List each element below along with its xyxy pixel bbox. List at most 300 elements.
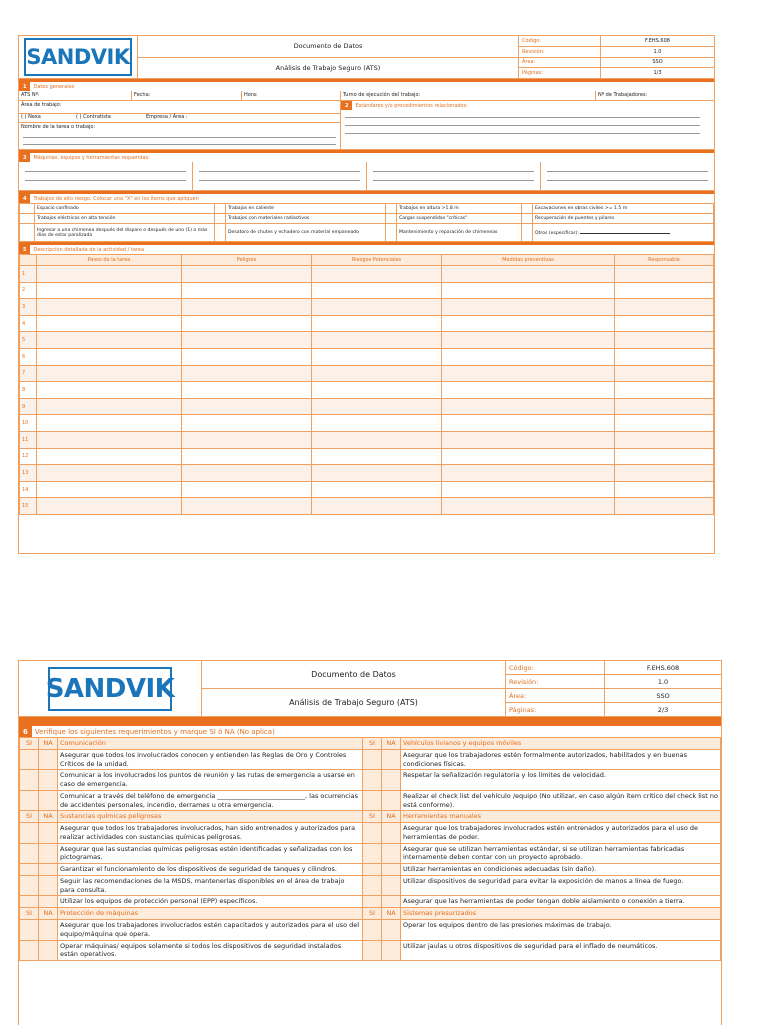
si-checkbox[interactable] [20, 940, 39, 961]
checkbox[interactable] [215, 204, 226, 214]
task-cell[interactable] [442, 398, 615, 415]
na-header: NA [39, 811, 58, 823]
task-cell[interactable] [442, 348, 615, 365]
si-checkbox[interactable] [363, 896, 382, 908]
task-cell[interactable] [182, 299, 312, 316]
task-cell[interactable] [615, 365, 714, 382]
row-number: 9 [20, 398, 37, 415]
requirement-text: Operar los equipos dentro de las presiones máximas de trabajo. [401, 920, 721, 941]
na-checkbox[interactable] [382, 770, 401, 791]
category-row [20, 811, 721, 823]
section-number: 5 [19, 247, 30, 253]
page-header [19, 36, 714, 79]
task-cell[interactable] [442, 365, 615, 382]
task-cell[interactable] [442, 431, 615, 448]
blank-line [23, 137, 336, 138]
section-3-header [19, 153, 714, 162]
task-row [20, 282, 714, 299]
task-cell[interactable] [615, 448, 714, 465]
si-checkbox[interactable] [20, 864, 39, 876]
na-checkbox[interactable] [382, 790, 401, 811]
row-number: 14 [20, 481, 37, 498]
task-row [20, 481, 714, 498]
si-checkbox[interactable] [20, 770, 39, 791]
task-cell[interactable] [182, 498, 312, 515]
task-cell[interactable] [442, 498, 615, 515]
task-cell[interactable] [615, 431, 714, 448]
na-header: NA [382, 908, 401, 920]
risk-item: Cargas suspendidas "críticas" [397, 214, 522, 224]
na-checkbox[interactable] [39, 749, 58, 770]
row-number: 15 [20, 498, 37, 515]
task-row [20, 448, 714, 465]
section-1-left [19, 101, 341, 149]
si-checkbox[interactable] [20, 920, 39, 941]
blank-line[interactable] [345, 117, 700, 118]
checkbox[interactable] [386, 224, 397, 242]
section-title: Descripción detallada de la actividad / tarea [30, 245, 714, 254]
row-number: 4 [20, 315, 37, 332]
checklist-row [20, 896, 721, 908]
task-cell[interactable] [615, 266, 714, 283]
task-row [20, 365, 714, 382]
category-title: Sistemas presurizados [401, 908, 721, 920]
task-cell[interactable] [312, 398, 442, 415]
checklist-row [20, 940, 721, 961]
meta-value: SSO [656, 691, 670, 700]
task-row [20, 266, 714, 283]
column-header: Medidas preventivas [442, 255, 615, 266]
column-header: Riesgos Potenciales [312, 255, 442, 266]
task-cell[interactable] [37, 498, 182, 515]
task-cell[interactable] [442, 448, 615, 465]
task-cell[interactable] [312, 448, 442, 465]
na-checkbox[interactable] [39, 790, 58, 811]
high-risk-row [20, 214, 714, 224]
si-checkbox[interactable] [20, 749, 39, 770]
si-checkbox[interactable] [20, 790, 39, 811]
category-title: Vehículos livianos y equipos móviles [401, 738, 721, 750]
category-title: Herramientas manuales [401, 811, 721, 823]
task-cell[interactable] [182, 398, 312, 415]
na-checkbox[interactable] [39, 823, 58, 844]
high-risk-table [19, 203, 714, 242]
blank-line[interactable] [373, 171, 534, 172]
company-row [19, 114, 340, 123]
category-title: Comunicación [58, 738, 363, 750]
row-number: 8 [20, 382, 37, 399]
meta-label: Área: [519, 58, 601, 68]
si-checkbox[interactable] [363, 823, 382, 844]
meta-label: Área: [506, 689, 605, 702]
row-number: 10 [20, 415, 37, 432]
task-cell[interactable] [182, 266, 312, 283]
equipment-lines [19, 162, 714, 191]
equipment-col [367, 162, 541, 190]
task-cell[interactable] [182, 282, 312, 299]
page-2 [18, 660, 722, 1025]
blank-line[interactable] [25, 171, 186, 172]
meta-label: Código: [506, 661, 605, 674]
equipment-col [19, 162, 193, 190]
task-row [20, 315, 714, 332]
row-number: 13 [20, 465, 37, 482]
na-checkbox[interactable] [382, 875, 401, 896]
column-header: Responsable [615, 255, 714, 266]
requirement-text: Utilizar herramientas en condiciones adecuadas (sin daño). [401, 864, 721, 876]
blank-line[interactable] [547, 171, 708, 172]
title-block [138, 36, 519, 78]
task-row [20, 398, 714, 415]
task-row [20, 332, 714, 349]
other-specify[interactable] [533, 224, 714, 242]
si-header: SI [363, 908, 382, 920]
task-cell[interactable] [615, 415, 714, 432]
requirement-text: Asegurar que los trabajadores involucrados estén capacitados y autorizados para el uso del equipo/máquina que opera. [58, 920, 363, 941]
requirement-text: Asegurar que los trabajadores involucrados estén entrenados y autorizados para el uso de herramientas de poder. [401, 823, 721, 844]
si-checkbox[interactable] [363, 843, 382, 864]
requirement-text: Comunicar a través del teléfono de emergencia ___________________________, las ocurrencias de accidentes personales, incendio, derrames u otra emergencia. [58, 790, 363, 811]
section-title: Trabajos de alto riesgo. Colocar una "X" en los ítems que apliquen [30, 194, 714, 203]
task-cell[interactable] [442, 415, 615, 432]
si-checkbox[interactable] [363, 864, 382, 876]
category-title: Protección de máquinas [58, 908, 363, 920]
workers-count-field[interactable]: Nº de Trabajadores: [598, 92, 648, 98]
task-cell[interactable] [442, 332, 615, 349]
meta-label: Páginas: [519, 68, 601, 78]
section-title: Datos generales [30, 82, 714, 91]
task-cell[interactable] [37, 282, 182, 299]
nexa-checkbox[interactable]: ( ) Nexa [21, 114, 41, 120]
section-title: Estándares y/o procedimientos relacionados: [352, 101, 714, 110]
blank-line[interactable] [199, 180, 360, 181]
risk-item: Trabajos en caliente [226, 204, 386, 214]
page-header [19, 661, 721, 717]
requirement-text: Seguir las recomendaciones de la MSDS, mantenerlas disponibles en el área de trabajo para consulta. [58, 875, 363, 896]
si-checkbox[interactable] [363, 940, 382, 961]
task-cell[interactable] [312, 282, 442, 299]
task-cell[interactable] [37, 465, 182, 482]
contractor-checkbox[interactable]: ( ) Contratista [76, 114, 111, 120]
task-cell[interactable] [312, 481, 442, 498]
row-number: 12 [20, 448, 37, 465]
na-header: NA [39, 738, 58, 750]
section-number: 6 [19, 728, 32, 736]
requirement-text: Realizar el check list del vehículo /equipo (No utilizar, en caso algún ítem crítico del check list no está conforme). [401, 790, 721, 811]
si-checkbox[interactable] [363, 749, 382, 770]
task-cell[interactable] [615, 498, 714, 515]
row-number: 7 [20, 365, 37, 382]
category-title: Sustancias químicas peligrosas [58, 811, 363, 823]
si-checkbox[interactable] [20, 823, 39, 844]
section-number: 1 [19, 84, 30, 90]
requirement-text: Asegurar que los trabajadores estén formalmente autorizados, habilitados y en buenas condiciones físicas. [401, 749, 721, 770]
task-cell[interactable] [312, 415, 442, 432]
high-risk-row [20, 204, 714, 214]
work-area-field[interactable]: Área de trabajo: [19, 101, 340, 114]
meta-value: F.EHS.608 [645, 37, 670, 44]
requirement-text: Respetar la señalización regulatoria y los límites de velocidad. [401, 770, 721, 791]
doc-type: Documento de Datos [293, 42, 363, 51]
na-checkbox[interactable] [382, 749, 401, 770]
meta-label: Revisión: [506, 675, 605, 688]
task-cell[interactable] [182, 382, 312, 399]
meta-value: 1.0 [657, 677, 669, 686]
task-cell[interactable] [182, 315, 312, 332]
na-checkbox[interactable] [39, 896, 58, 908]
shift-field[interactable]: Turno de ejecución del trabajo: [341, 91, 596, 100]
checkbox[interactable] [215, 214, 226, 224]
meta-value: 1.0 [653, 48, 662, 55]
requirement-text: Utilizar dispositivos de seguridad para evitar la exposición de manos a línea de fuego. [401, 875, 721, 896]
doc-title: Análisis de Trabajo Seguro (ATS) [138, 57, 518, 79]
checklist-row [20, 790, 721, 811]
checklist-row [20, 770, 721, 791]
checkbox[interactable] [522, 214, 533, 224]
na-checkbox[interactable] [382, 823, 401, 844]
task-cell[interactable] [312, 299, 442, 316]
section-4-header [19, 194, 714, 203]
logo-cell [19, 36, 138, 78]
si-header: SI [20, 738, 39, 750]
meta-value: F.EHS.608 [646, 663, 680, 672]
risk-item: Recuperación de puentes y pilares [533, 214, 714, 224]
column-header: Pasos de la tarea [37, 255, 182, 266]
risk-item: Trabajos en altura >1.8 m [397, 204, 522, 214]
task-cell[interactable] [182, 448, 312, 465]
na-checkbox[interactable] [39, 875, 58, 896]
category-row [20, 738, 721, 750]
task-cell[interactable] [37, 398, 182, 415]
blank-line[interactable] [547, 180, 708, 181]
section-title: Máquinas, equipos y herramientas requeridas: [30, 153, 714, 162]
risk-item: Desatoro de chutes y echadero con material empaneado [226, 224, 386, 242]
requirement-text: Garantizar el funcionamiento de los dispositivos de seguridad de tanques y cilindros. [58, 864, 363, 876]
doc-type: Documento de Datos [311, 670, 396, 679]
checkbox[interactable] [386, 214, 397, 224]
task-cell[interactable] [312, 498, 442, 515]
checkbox[interactable] [20, 224, 35, 242]
na-checkbox[interactable] [382, 864, 401, 876]
task-cell[interactable] [442, 481, 615, 498]
meta-label: Páginas: [506, 703, 605, 716]
na-checkbox[interactable] [39, 843, 58, 864]
task-cell[interactable] [182, 332, 312, 349]
task-cell[interactable] [182, 348, 312, 365]
blank-line[interactable] [345, 133, 700, 134]
task-cell[interactable] [312, 382, 442, 399]
task-cell[interactable] [615, 348, 714, 365]
general-data-row [19, 91, 714, 101]
task-cell[interactable] [312, 315, 442, 332]
task-cell[interactable] [312, 431, 442, 448]
blank-line [23, 144, 336, 145]
checklist-row [20, 749, 721, 770]
na-checkbox[interactable] [39, 770, 58, 791]
na-checkbox[interactable] [382, 940, 401, 961]
task-cell[interactable] [182, 365, 312, 382]
requirement-text: Asegurar que todos los involucrados conocen y entienden las Reglas de Oro y Controles Críticos de la unidad. [58, 749, 363, 770]
si-header: SI [363, 811, 382, 823]
task-cell[interactable] [615, 299, 714, 316]
si-header: SI [20, 908, 39, 920]
blank-line[interactable] [373, 180, 534, 181]
section-title: Verifique los siguientes requerimientos y marque SI ó NA (No aplica) [32, 726, 721, 737]
sandvik-logo: SANDVIK [24, 38, 132, 76]
requirement-text: Asegurar que se utilizan herramientas estándar, si se utilizan herramientas fabricadas internamente deben contar con un proyecto aprobado. [401, 843, 721, 864]
checklist-row [20, 920, 721, 941]
task-cell[interactable] [37, 448, 182, 465]
checklist-row [20, 875, 721, 896]
na-header: NA [39, 908, 58, 920]
na-checkbox[interactable] [382, 920, 401, 941]
task-cell[interactable] [442, 266, 615, 283]
page-1 [18, 35, 715, 554]
task-row [20, 498, 714, 515]
blank-line[interactable] [199, 171, 360, 172]
na-checkbox[interactable] [382, 896, 401, 908]
meta-value: SSO [652, 59, 663, 66]
task-cell[interactable] [312, 348, 442, 365]
task-cell[interactable] [615, 465, 714, 482]
logo-cell [19, 661, 202, 716]
task-row [20, 415, 714, 432]
checkbox[interactable] [20, 214, 35, 224]
na-checkbox[interactable] [39, 940, 58, 961]
task-cell[interactable] [182, 415, 312, 432]
si-checkbox[interactable] [363, 875, 382, 896]
blank-line [580, 230, 670, 234]
doc-title: Análisis de Trabajo Seguro (ATS) [202, 688, 505, 716]
requirement-text: Utilizar jaulas u otros dispositivos de seguridad para el inflado de neumáticos. [401, 940, 721, 961]
section-number: 4 [19, 196, 30, 202]
meta-block [506, 661, 721, 716]
task-cell[interactable] [37, 481, 182, 498]
section-6-header [19, 726, 721, 737]
task-cell[interactable] [37, 365, 182, 382]
meta-value: 1/3 [653, 70, 662, 77]
task-cell[interactable] [615, 332, 714, 349]
si-checkbox[interactable] [363, 920, 382, 941]
company-field[interactable]: Empresa / Área : [146, 114, 188, 120]
requirement-text: Asegurar que las herramientas de poder tengan doble aislamiento o conexión a tierra. [401, 896, 721, 908]
na-checkbox[interactable] [39, 864, 58, 876]
category-row [20, 908, 721, 920]
time-field[interactable]: Hora: [242, 91, 341, 100]
si-checkbox[interactable] [20, 896, 39, 908]
ats-number-field[interactable]: ATS Nº: [19, 91, 132, 100]
checklist-row [20, 823, 721, 844]
task-cell[interactable] [182, 465, 312, 482]
task-cell[interactable] [442, 299, 615, 316]
section-1-2-row [19, 101, 714, 150]
column-header: Peligros [182, 255, 312, 266]
task-cell[interactable] [37, 332, 182, 349]
section-2 [341, 101, 714, 149]
si-checkbox[interactable] [20, 843, 39, 864]
requirements-checklist [19, 737, 721, 961]
task-cell[interactable] [37, 266, 182, 283]
risk-item: Ingresar a una chimenea después del disparo o después de uno (1) o más días de estar paralizada [35, 224, 215, 242]
checkbox[interactable] [522, 204, 533, 214]
task-cell[interactable] [182, 481, 312, 498]
task-cell[interactable] [312, 332, 442, 349]
task-cell[interactable] [182, 431, 312, 448]
risk-item: Trabajos con materiales radiactivos [226, 214, 386, 224]
task-cell[interactable] [615, 481, 714, 498]
task-cell[interactable] [442, 382, 615, 399]
checkbox[interactable] [20, 204, 35, 214]
blank-line[interactable] [345, 125, 700, 126]
na-checkbox[interactable] [39, 920, 58, 941]
equipment-col [541, 162, 714, 190]
task-row [20, 348, 714, 365]
task-row [20, 465, 714, 482]
task-cell[interactable] [312, 465, 442, 482]
si-checkbox[interactable] [363, 770, 382, 791]
risk-item: Mantenimiento y reparación de chimeneas [397, 224, 522, 242]
task-cell[interactable] [37, 348, 182, 365]
si-checkbox[interactable] [20, 875, 39, 896]
checklist-row [20, 843, 721, 864]
checkbox[interactable] [215, 224, 226, 242]
task-cell[interactable] [442, 282, 615, 299]
checkbox[interactable] [522, 224, 533, 242]
task-cell[interactable] [442, 465, 615, 482]
requirement-text: Operar máquinas/ equipos solamente si todos los dispositivos de seguridad instalados están operativos. [58, 940, 363, 961]
requirement-text: Asegurar que las sustancias químicas peligrosas estén identificadas y señalizadas con los pictogramas. [58, 843, 363, 864]
date-field[interactable]: Fecha: [132, 91, 242, 100]
task-cell[interactable] [442, 315, 615, 332]
requirement-text: Comunicar a los involucrados los puntos de reunión y las rutas de emergencia a usarse en caso de emergencia. [58, 770, 363, 791]
task-cell[interactable] [37, 299, 182, 316]
task-row [20, 382, 714, 399]
task-cell[interactable] [312, 365, 442, 382]
task-cell[interactable] [37, 382, 182, 399]
na-header: NA [382, 811, 401, 823]
requirement-text: Asegurar que todos los trabajadores involucrados, han sido entrenados y autorizados para realizar actividades con sustancias químicas peligrosas. [58, 823, 363, 844]
na-checkbox[interactable] [382, 843, 401, 864]
task-cell[interactable] [615, 282, 714, 299]
checklist-row [20, 864, 721, 876]
risk-item: Excavaciones en obras civiles >= 1.5 m [533, 204, 714, 214]
task-cell[interactable] [37, 431, 182, 448]
task-cell[interactable] [615, 315, 714, 332]
row-number: 5 [20, 332, 37, 349]
risk-item: Trabajos eléctricos en alta tensión [35, 214, 215, 224]
divider [19, 717, 721, 726]
row-number: 11 [20, 431, 37, 448]
blank-line[interactable] [25, 180, 186, 181]
si-header: SI [363, 738, 382, 750]
task-row [20, 299, 714, 316]
checkbox[interactable] [386, 204, 397, 214]
sandvik-logo: SANDVIK [48, 667, 172, 711]
row-number: 1 [20, 266, 37, 283]
task-cell[interactable] [615, 398, 714, 415]
task-cell[interactable] [615, 382, 714, 399]
section-5-header [19, 245, 714, 254]
task-cell[interactable] [37, 315, 182, 332]
task-name-field[interactable]: Nombre de la tarea o trabajo: [21, 124, 96, 130]
si-checkbox[interactable] [363, 790, 382, 811]
meta-block [519, 36, 714, 78]
task-cell[interactable] [312, 266, 442, 283]
section-1-header [19, 82, 714, 91]
task-rows [20, 266, 714, 515]
task-cell[interactable] [37, 415, 182, 432]
title-block [202, 661, 506, 716]
